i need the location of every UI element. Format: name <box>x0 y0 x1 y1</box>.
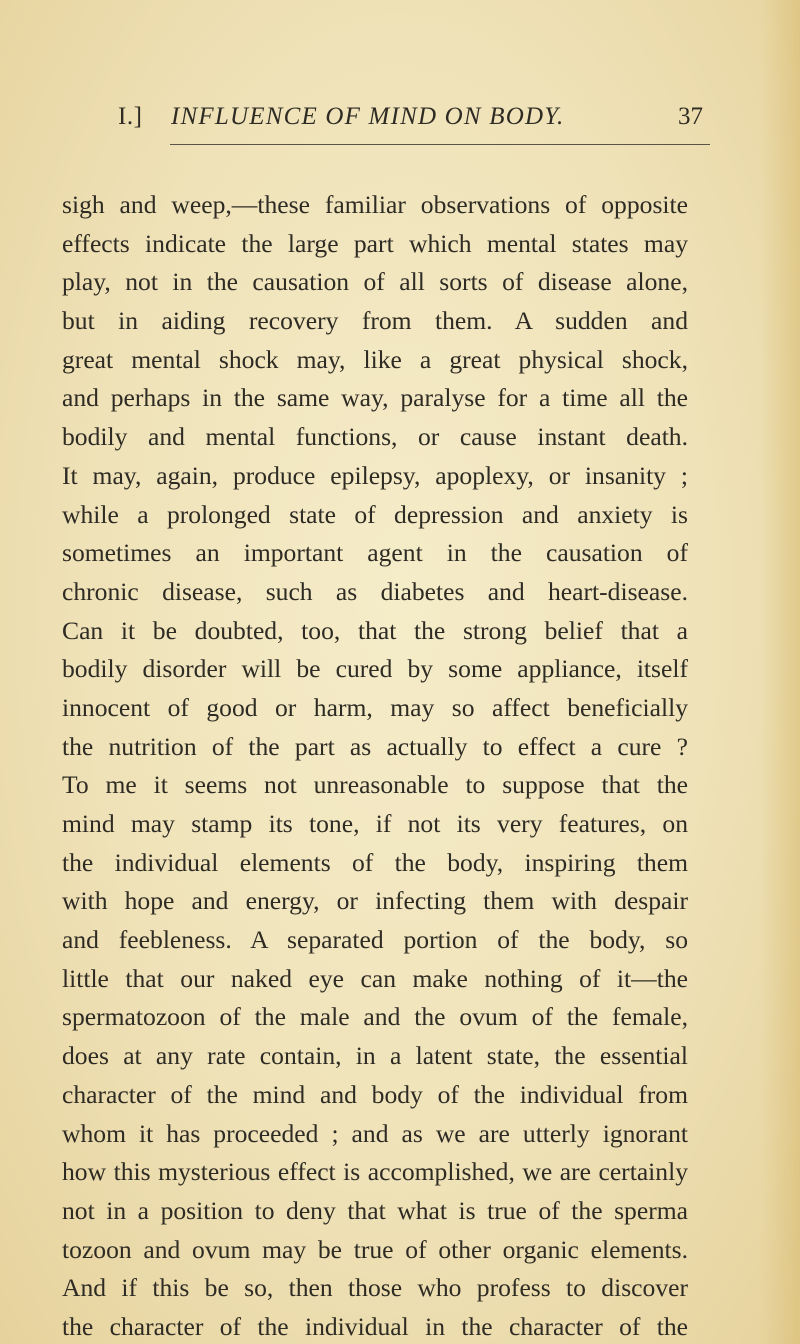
text-line: sometimes an important agent in the causation of <box>62 538 688 568</box>
text-line: spermatozoon of the male and the ovum of the female, <box>62 1002 688 1032</box>
text-line: with hope and energy, or infecting them with despair <box>62 886 688 916</box>
text-line: tozoon and ovum may be true of other organic elements. <box>62 1234 688 1264</box>
text-line: bodily and mental functions, or cause instant death. <box>62 422 688 452</box>
text-line: not in a position to deny that what is true of the sperma <box>62 1195 688 1225</box>
text-line: Can it be doubted, too, that the strong belief that a <box>62 615 688 645</box>
text-line: the nutrition of the part as actually to effect a cure ? <box>62 731 688 761</box>
running-head <box>118 103 708 143</box>
text-line: It may, again, produce epilepsy, apoplexy, or insanity ; <box>62 460 688 490</box>
chapter-number: I.] <box>118 103 143 130</box>
page-edge-shading <box>760 0 800 1344</box>
text-line: the character of the individual in the character of the <box>62 1311 688 1341</box>
text-line: chronic disease, such as diabetes and heart-disease. <box>62 576 688 606</box>
text-line: sigh and weep,—these familiar observations of opposite <box>62 190 688 219</box>
page-number: 37 <box>678 103 703 130</box>
text-line: To me it seems not unreasonable to suppose that the <box>62 770 688 800</box>
text-line: while a prolonged state of depression and anxiety is <box>62 499 688 529</box>
text-line: And if this be so, then those who profess to discover <box>62 1273 688 1303</box>
text-line: whom it has proceeded ; and as we are utterly ignorant <box>62 1118 688 1148</box>
text-line: the individual elements of the body, inspiring them <box>62 847 688 877</box>
text-line: how this mysterious effect is accomplished, we are certainly <box>62 1157 688 1187</box>
text-line: but in aiding recovery from them. A sudden and <box>62 306 688 336</box>
text-line: great mental shock may, like a great physical shock, <box>62 344 688 374</box>
body-text <box>62 186 688 1344</box>
text-line: and feebleness. A separated portion of the body, so <box>62 925 688 955</box>
text-line: does at any rate contain, in a latent state, the essential <box>62 1041 688 1071</box>
text-line: effects indicate the large part which mental states may <box>62 228 688 258</box>
text-line: bodily disorder will be cured by some appliance, itself <box>62 654 688 684</box>
text-line: innocent of good or harm, may so affect beneficially <box>62 692 688 722</box>
text-line: and perhaps in the same way, paralyse for a time all the <box>62 383 688 413</box>
text-line: play, not in the causation of all sorts of disease alone, <box>62 267 688 297</box>
text-line: little that our naked eye can make nothing of it—the <box>62 963 688 993</box>
text-line: character of the mind and body of the individual from <box>62 1079 688 1109</box>
header-rule <box>170 144 710 145</box>
running-title: INFLUENCE OF MIND ON BODY. <box>171 103 565 130</box>
text-line: mind may stamp its tone, if not its very features, on <box>62 809 688 838</box>
